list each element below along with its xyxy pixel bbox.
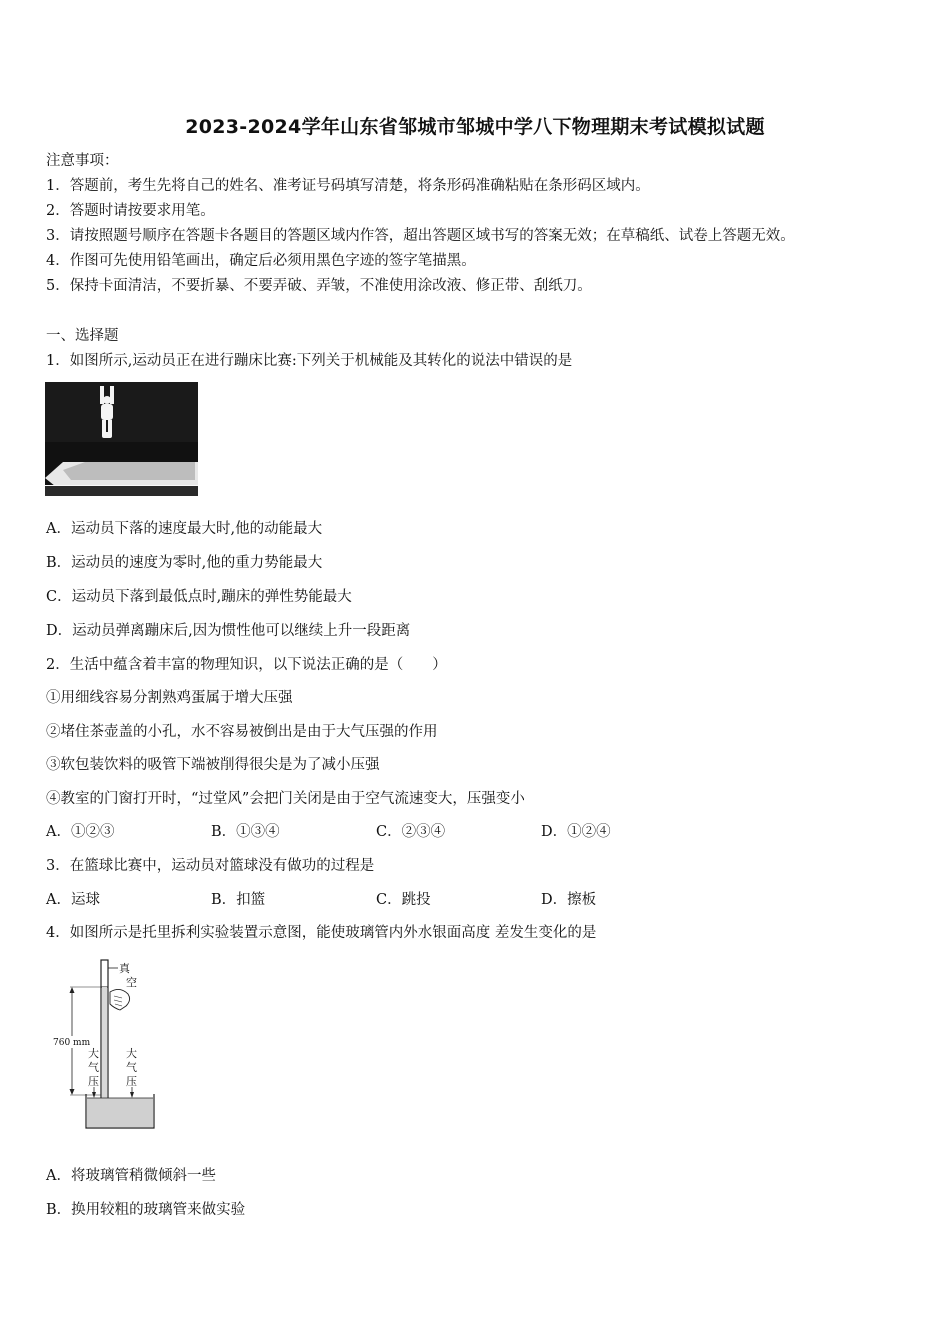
q2-options [46, 822, 906, 842]
pressure-left-1: 大 [88, 1047, 99, 1060]
question-1-stem: 1．如图所示,运动员正在进行蹦床比赛:下列关于机械能及其转化的说法中错误的是 [46, 353, 573, 369]
q3-option-c: C．跳投 [376, 892, 431, 908]
vacuum-label-bottom: 空 [126, 976, 137, 989]
notice-heading: 注意事项： [46, 153, 119, 169]
torricelli-figure [50, 956, 160, 1132]
pressure-right-1: 大 [126, 1047, 137, 1060]
trampoline-figure [45, 382, 198, 496]
pressure-right-2: 气 [126, 1061, 137, 1074]
notice-item: 2．答题时请按要求用笔。 [46, 203, 215, 219]
pressure-left-3: 压 [88, 1075, 99, 1088]
notice-item: 3．请按照题号顺序在答题卡各题目的答题区域内作答，超出答题区域书写的答案无效；在草稿纸、试卷上答题无效。 [46, 228, 795, 244]
vacuum-label-top: 真 [119, 962, 130, 975]
notice-item: 4．作图可先使用铅笔画出，确定后必须用黑色字迹的签字笔描黑。 [46, 253, 476, 269]
q2-option-a: A．①②③ [46, 824, 115, 840]
q2-option-d: D．①②④ [541, 824, 611, 840]
q1-option-d: D．运动员弹离蹦床后,因为惯性他可以继续上升一段距离 [46, 623, 411, 639]
q2-option-c: C．②③④ [376, 824, 446, 840]
q3-option-d: D．擦板 [541, 892, 597, 908]
pressure-right-3: 压 [126, 1075, 137, 1088]
q1-option-b: B．运动员的速度为零时,他的重力势能最大 [46, 555, 323, 571]
pressure-left-2: 气 [88, 1061, 99, 1074]
section-heading: 一、选择题 [46, 328, 119, 344]
height-label: 760 mm [53, 1038, 91, 1048]
notice-item: 1．答题前，考生先将自己的姓名、准考证号码填写清楚，将条形码准确粘贴在条形码区域内。 [46, 178, 650, 194]
q2-statement: ③软包装饮料的吸管下端被削得很尖是为了减小压强 [46, 757, 380, 773]
page-title: 2023-2024学年山东省邹城市邹城中学八下物理期末考试模拟试题 [185, 116, 765, 138]
question-4-stem: 4．如图所示是托里拆利实验装置示意图，能使玻璃管内外水银面高度 差发生变化的是 [46, 925, 597, 941]
q1-option-c: C．运动员下落到最低点时,蹦床的弹性势能最大 [46, 589, 352, 605]
q3-option-b: B．扣篮 [211, 892, 266, 908]
q2-statement: ②堵住茶壶盖的小孔，水不容易被倒出是由于大气压强的作用 [46, 724, 438, 740]
q2-statement: ④教室的门窗打开时，“过堂风”会把门关闭是由于空气流速变大，压强变小 [46, 791, 525, 807]
q3-option-a: A．运球 [46, 892, 100, 908]
q4-option-b: B．换用较粗的玻璃管来做实验 [46, 1202, 246, 1218]
q1-option-a: A．运动员下落的速度最大时,他的动能最大 [46, 521, 323, 537]
question-2-stem: 2．生活中蕴含着丰富的物理知识，以下说法正确的是（ ） [46, 657, 447, 673]
q2-option-b: B．①③④ [211, 824, 280, 840]
q3-options [46, 890, 906, 910]
notice-item: 5．保持卡面清洁，不要折暴、不要弄破、弄皱，不准使用涂改液、修正带、刮纸刀。 [46, 278, 592, 294]
q4-option-a: A．将玻璃管稍微倾斜一些 [46, 1168, 216, 1184]
q2-statement: ①用细线容易分割熟鸡蛋属于增大压强 [46, 690, 293, 706]
question-3-stem: 3．在篮球比赛中，运动员对篮球没有做功的过程是 [46, 858, 375, 874]
